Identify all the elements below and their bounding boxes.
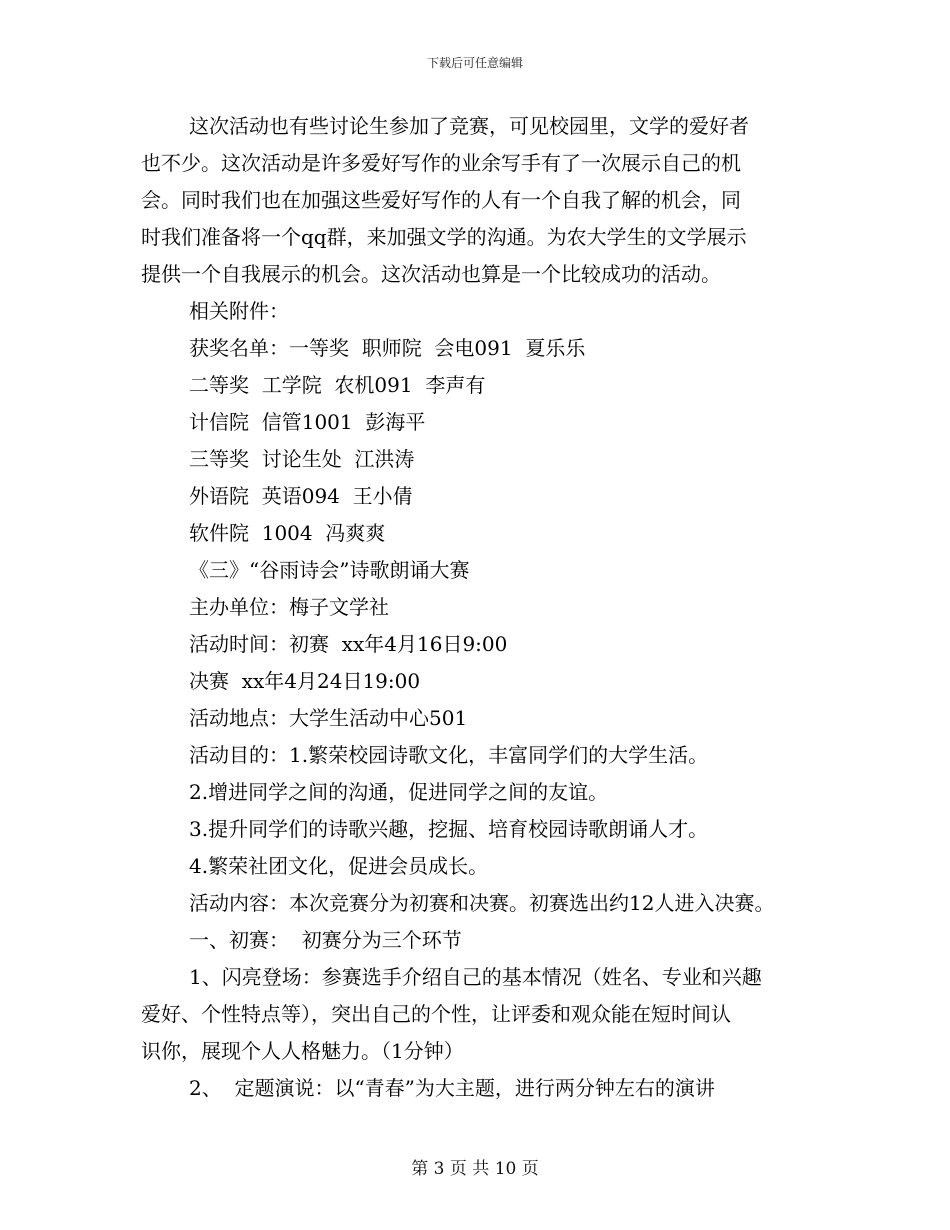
attachments-heading: 相关附件： xyxy=(189,299,289,323)
paragraph-line: 爱好、个性特点等），突出自己的个性，让评委和观众能在短时间认 xyxy=(141,1002,731,1026)
paragraph-line: 这次活动也有些讨论生参加了竞赛，可见校园里，文学的爱好者 xyxy=(189,114,749,138)
info-line: 活动内容：本次竞赛分为初赛和决赛。初赛选出约12人进入决赛。 xyxy=(189,891,775,915)
info-line: 决赛 xx年4月24日19:00 xyxy=(189,669,421,693)
info-line: 主办单位：梅子文学社 xyxy=(189,595,389,619)
paragraph-line: 会。同时我们也在加强这些爱好写作的人有一个自我了解的机会，同 xyxy=(141,188,741,212)
info-line: 活动目的：1.繁荣校园诗歌文化，丰富同学们的大学生活。 xyxy=(189,743,709,767)
paragraph-line: 提供一个自我展示的机会。这次活动也算是一个比较成功的活动。 xyxy=(141,262,721,286)
paragraph-line: 时我们准备将一个qq群，来加强文学的沟通。为农大学生的文学展示 xyxy=(141,225,747,249)
info-line: 活动时间：初赛 xx年4月16日9:00 xyxy=(189,632,508,656)
paragraph-line: 也不少。这次活动是许多爱好写作的业余写手有了一次展示自己的机 xyxy=(141,151,741,175)
info-line: 活动地点：大学生活动中心501 xyxy=(189,706,468,730)
page-number: 第 3 页 共 10 页 xyxy=(411,1159,539,1179)
info-line: 一、初赛： 初赛分为三个环节 xyxy=(189,928,462,952)
info-line: 2.增进同学之间的沟通，促进同学之间的友谊。 xyxy=(189,780,609,804)
paragraph-line: 1、闪亮登场：参赛选手介绍自己的基本情况（姓名、专业和兴趣 xyxy=(189,965,762,989)
award-list-line: 外语院 英语094 王小倩 xyxy=(189,484,413,508)
award-list-line: 软件院 1004 冯爽爽 xyxy=(189,521,386,545)
award-list-line: 二等奖 工学院 农机091 李声有 xyxy=(189,373,486,397)
award-list-line: 三等奖 讨论生处 江洪涛 xyxy=(189,447,415,471)
info-line: 3.提升同学们的诗歌兴趣，挖掘、培育校园诗歌朗诵人才。 xyxy=(189,817,709,841)
award-list-line: 计信院 信管1001 彭海平 xyxy=(189,410,426,434)
page-header: 下载后可任意编辑 xyxy=(426,56,523,70)
paragraph-line: 识你，展现个人人格魅力。（1分钟） xyxy=(141,1039,464,1063)
paragraph-line: 2、 定题演说：以“青春”为大主题，进行两分钟左右的演讲 xyxy=(189,1076,715,1100)
info-line: 4.繁荣社团文化，促进会员成长。 xyxy=(189,854,489,878)
award-list-line: 获奖名单：一等奖 职师院 会电091 夏乐乐 xyxy=(189,336,586,360)
section-title: 《三》“谷雨诗会”诗歌朗诵大赛 xyxy=(189,558,470,582)
document-body xyxy=(141,108,831,1107)
